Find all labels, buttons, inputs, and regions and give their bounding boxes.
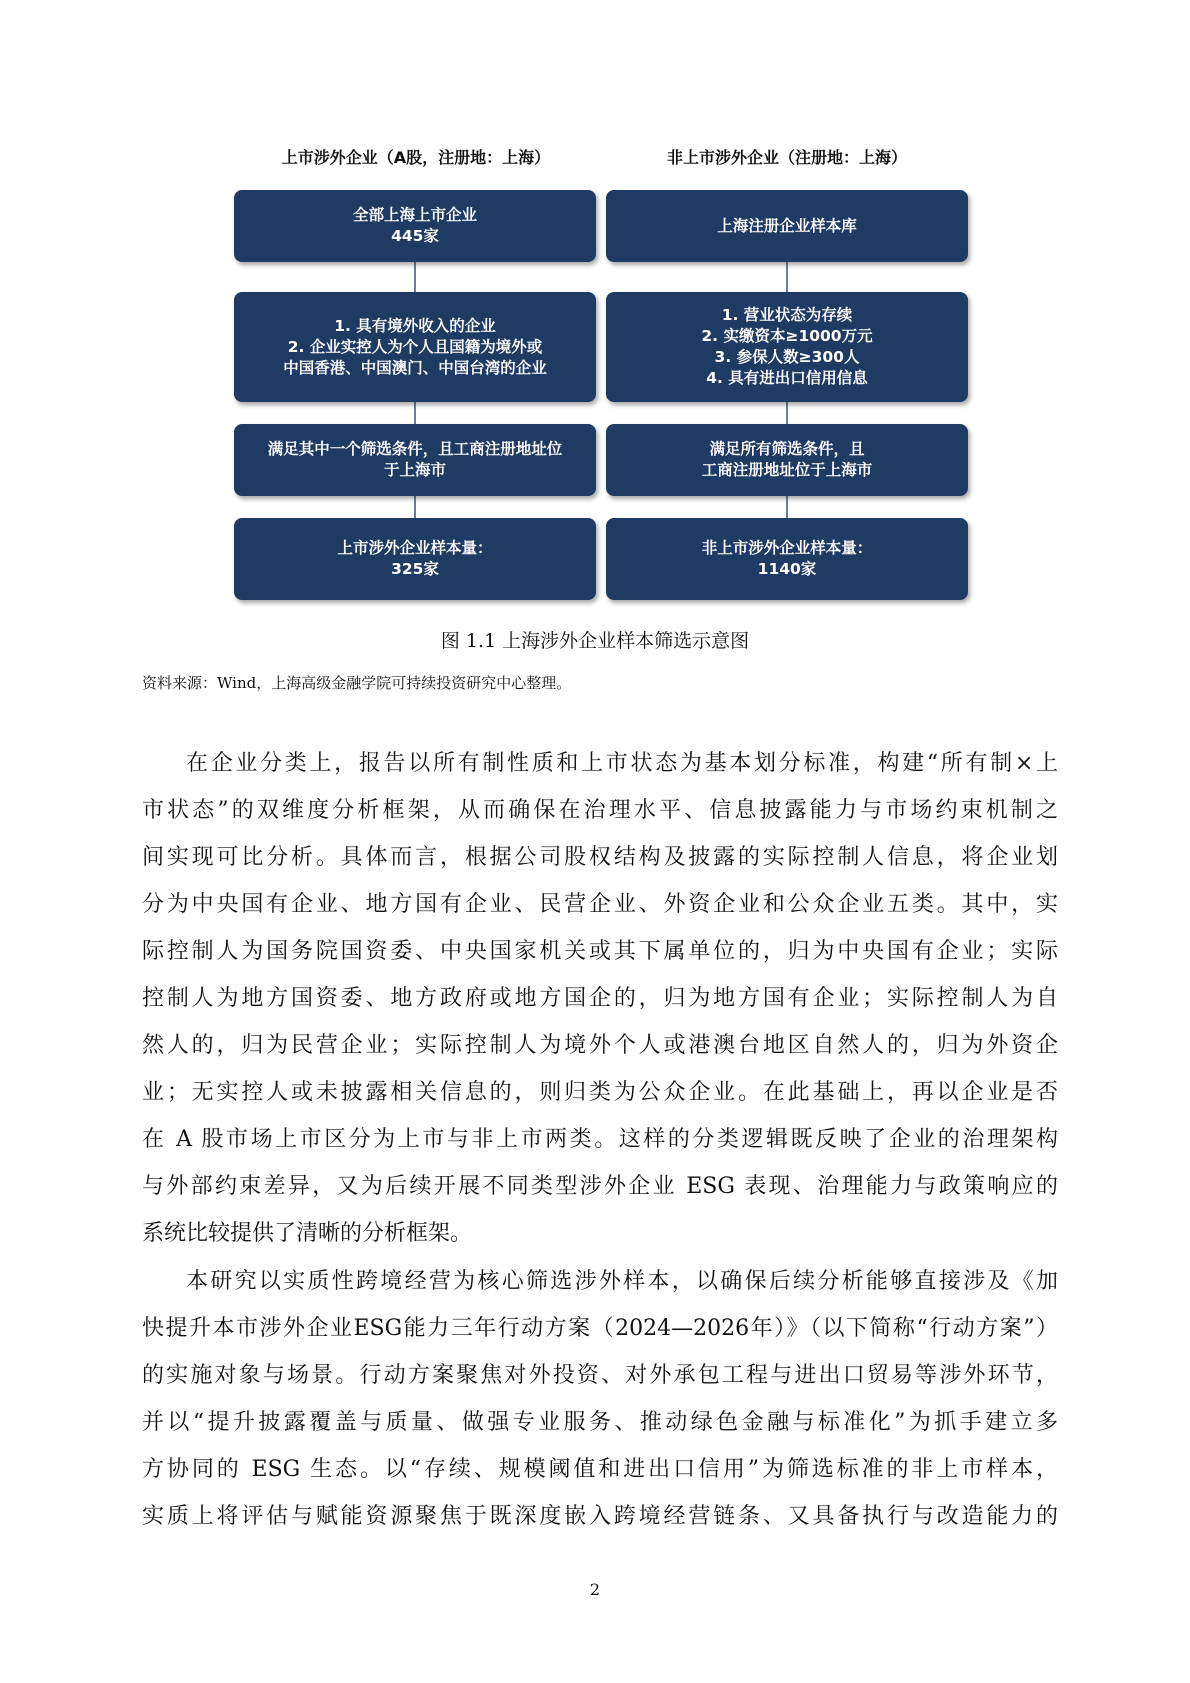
box-line: 上市涉外企业样本量： — [337, 539, 493, 557]
left-box-all-listed — [234, 190, 596, 262]
box-line: 满足其中一个筛选条件，且工商注册地址位 — [267, 440, 563, 458]
box-line: 4. 具有进出口信用信息 — [706, 369, 868, 387]
connector-line — [786, 496, 788, 518]
box-line: 中国香港、中国澳门、中国台湾的企业 — [283, 358, 547, 377]
figure-source: 资料来源：Wind，上海高级金融学院可持续投资研究中心整理。 — [142, 674, 572, 692]
paragraph-classification — [142, 740, 1058, 1257]
right-box-condition — [606, 424, 968, 496]
text-line: 在 A 股市场上市区分为上市与非上市两类。这样的分类逻辑既反映了企业的治理架构 — [142, 1127, 1058, 1152]
connector-line — [414, 402, 416, 424]
box-line: 2. 企业实控人为个人且国籍为境外或 — [287, 337, 543, 356]
text-line: 的实施对象与场景。行动方案聚焦对外投资、对外承包工程与进出口贸易等涉外环节， — [142, 1363, 1058, 1388]
box-line: 非上市涉外企业样本量： — [701, 539, 873, 557]
text-line: 际控制人为国务院国资委、中央国家机关或其下属单位的，归为中央国有企业；实际 — [142, 939, 1058, 964]
right-box-sample-size — [606, 518, 968, 600]
box-line: 1. 营业状态为存续 — [721, 306, 853, 324]
box-line: 1140家 — [757, 560, 817, 578]
box-line: 全部上海上市企业 — [352, 206, 477, 224]
left-box-sample-size — [234, 518, 596, 600]
box-line: 工商注册地址位于上海市 — [701, 461, 873, 479]
left-box-condition — [234, 424, 596, 496]
text-line: 业；无实控人或未披露相关信息的，则归类为公众企业。在此基础上，再以企业是否 — [142, 1080, 1058, 1105]
text-line: 与外部约束差异，又为后续开展不同类型涉外企业 ESG 表现、治理能力与政策响应的 — [142, 1174, 1058, 1199]
box-line: 1. 具有境外收入的企业 — [334, 316, 496, 335]
text-line: 分为中央国有企业、地方国有企业、民营企业、外资企业和公众企业五类。其中，实 — [142, 892, 1058, 917]
box-line: 于上海市 — [383, 461, 446, 479]
box-line: 3. 参保人数≥300人 — [714, 348, 860, 366]
connector-line — [414, 262, 416, 292]
box-line: 满足所有筛选条件，且 — [709, 440, 865, 458]
connector-line — [786, 262, 788, 292]
text-line: 市状态”的双维度分析框架，从而确保在治理水平、信息披露能力与市场约束机制之 — [142, 798, 1058, 823]
right-column-title: 非上市涉外企业（注册地：上海） — [666, 148, 907, 167]
page-number: 2 — [589, 1580, 601, 1599]
figure-caption: 图 1.1 上海涉外企业样本筛选示意图 — [440, 630, 750, 652]
connector-line — [414, 496, 416, 518]
box-line: 445家 — [391, 227, 439, 245]
text-line: 间实现可比分析。具体而言，根据公司股权结构及披露的实际控制人信息，将企业划 — [142, 845, 1058, 870]
text-line: 快提升本市涉外企业ESG能力三年行动方案（2024—2026年）》（以下简称“行动方案”） — [142, 1316, 1058, 1341]
paragraph-sample-selection — [142, 1258, 1058, 1540]
text-line: 系统比较提供了清晰的分析框架。 — [142, 1221, 473, 1246]
box-line: 上海注册企业样本库 — [717, 216, 857, 235]
right-box-criteria — [606, 292, 968, 402]
text-line: 在企业分类上，报告以所有制性质和上市状态为基本划分标准，构建“所有制×上 — [186, 751, 1058, 776]
text-line: 并以“提升披露覆盖与质量、做强专业服务、推动绿色金融与标准化”为抓手建立多 — [142, 1410, 1058, 1435]
text-line: 本研究以实质性跨境经营为核心筛选涉外样本，以确保后续分析能够直接涉及《加 — [186, 1269, 1058, 1294]
connector-line — [786, 402, 788, 424]
right-box-sample-library — [606, 190, 968, 262]
text-line: 然人的，归为民营企业；实际控制人为境外个人或港澳台地区自然人的，归为外资企 — [142, 1033, 1058, 1058]
box-line: 325家 — [391, 560, 439, 578]
text-line: 方协同的 ESG 生态。以“存续、规模阈值和进出口信用”为筛选标准的非上市样本， — [142, 1457, 1058, 1482]
left-box-criteria — [234, 292, 596, 402]
text-line: 控制人为地方国资委、地方政府或地方国企的，归为地方国有企业；实际控制人为自 — [142, 986, 1058, 1011]
text-line: 实质上将评估与赋能资源聚焦于既深度嵌入跨境经营链条、又具备执行与改造能力的 — [142, 1504, 1058, 1529]
box-line: 2. 实缴资本≥1000万元 — [701, 327, 873, 345]
left-column-title: 上市涉外企业（A股，注册地：上海） — [281, 148, 551, 167]
